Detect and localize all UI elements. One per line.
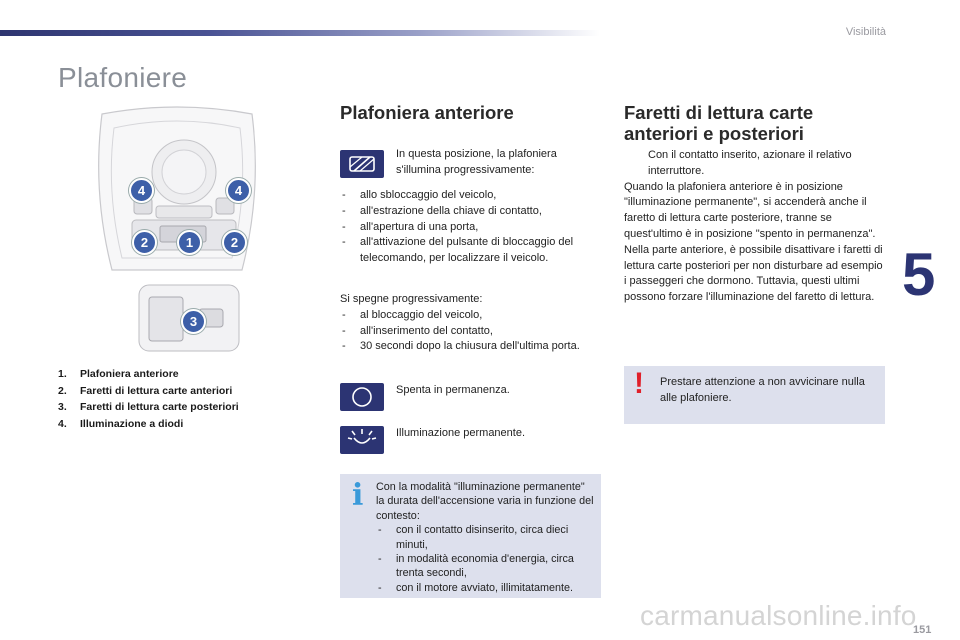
reading-lights-text bbox=[624, 148, 884, 306]
page-title: Plafoniere bbox=[58, 62, 188, 93]
marker-4-left: 4 bbox=[129, 178, 154, 203]
list-item: - allo sbloccaggio del veicolo, bbox=[340, 188, 602, 204]
door-position-text: In questa posizione, la plafoniera s'illumina progressivamente: bbox=[396, 148, 557, 176]
door-position-icon bbox=[340, 150, 384, 178]
on-position-icon bbox=[340, 426, 384, 454]
marker-1: 1 bbox=[177, 230, 202, 255]
auto-off-intro: Si spegne progressivamente: bbox=[340, 293, 483, 305]
list-item: - all'inserimento del contatto, bbox=[340, 324, 602, 340]
header-accent-bar bbox=[0, 30, 600, 36]
reading-paragraph: Quando la plafoniera anteriore è in posizione "illuminazione permanente", si accenderà anche il faretto di lettura carte posteriore, tranne se quest'ultimo è in posizione "spento in permanenza". bbox=[624, 180, 876, 240]
reading-paragraph: Nella parte anteriore, è possibile disattivare i faretti di lettura carte posteriori per non disturbare ad esempio i passeggeri che dormono. Tuttavia, questi ultimi possono forzare l'illuminazione del faretto di lettura. bbox=[624, 243, 883, 304]
list-item: - con il contatto disinserito, circa dieci minuti, bbox=[376, 523, 596, 552]
list-item: - 30 secondi dopo la chiusura dell'ultima porta. bbox=[340, 339, 602, 355]
legend-item: 2. Faretti di lettura carte anteriori bbox=[58, 384, 233, 397]
list-item: - al bloccaggio del veicolo, bbox=[340, 308, 602, 324]
list-item: - all'attivazione del pulsante di bloccaggio del telecomando, per localizzare il veicolo. bbox=[340, 235, 602, 267]
off-position-text: Spenta in permanenza. bbox=[396, 384, 510, 396]
diagram-legend bbox=[58, 366, 239, 432]
list-item: - in modalità economia d'energia, circa trenta secondi, bbox=[376, 552, 596, 581]
list-item: - all'apertura di una porta, bbox=[340, 220, 602, 236]
front-light-heading: Plafoniera anteriore bbox=[340, 102, 514, 123]
page-number: 151 bbox=[913, 624, 932, 636]
auto-off-block bbox=[340, 292, 602, 355]
legend-item: 4. Illuminazione a diodi bbox=[58, 417, 184, 430]
off-position-icon bbox=[340, 383, 384, 411]
auto-on-list bbox=[340, 188, 602, 267]
marker-2-right: 2 bbox=[222, 230, 247, 255]
section-name: Visibilità bbox=[845, 26, 886, 38]
footer-watermark: carmanualsonline.info bbox=[640, 600, 917, 631]
warning-icon: ! bbox=[634, 367, 644, 400]
info-intro: Con la modalità "illuminazione permanente" la durata dell'accensione varia in funzione del contesto: bbox=[376, 481, 594, 522]
marker-2-left: 2 bbox=[132, 230, 157, 255]
chapter-number: 5 bbox=[902, 241, 936, 308]
legend-item: 1. Plafoniera anteriore bbox=[58, 368, 179, 380]
list-item: - con il motore avviato, illimitatamente. bbox=[376, 581, 596, 595]
instruction-item: Con il contatto inserito, azionare il relativo interruttore. bbox=[648, 149, 852, 177]
legend-item: 3. Faretti di lettura carte posteriori bbox=[58, 401, 239, 413]
info-text bbox=[376, 480, 596, 595]
info-icon: i bbox=[352, 478, 364, 513]
marker-4-right: 4 bbox=[226, 178, 251, 203]
info-callout bbox=[340, 474, 601, 598]
warning-callout bbox=[624, 366, 885, 424]
list-item: - all'estrazione della chiave di contatto, bbox=[340, 204, 602, 220]
on-position-text: Illuminazione permanente. bbox=[396, 427, 526, 439]
reading-lights-heading: Faretti di lettura carte anteriori e posteriori bbox=[624, 102, 814, 144]
warning-text: Prestare attenzione a non avvicinare nulla alle plafoniere. bbox=[660, 376, 865, 404]
marker-3: 3 bbox=[181, 309, 206, 334]
